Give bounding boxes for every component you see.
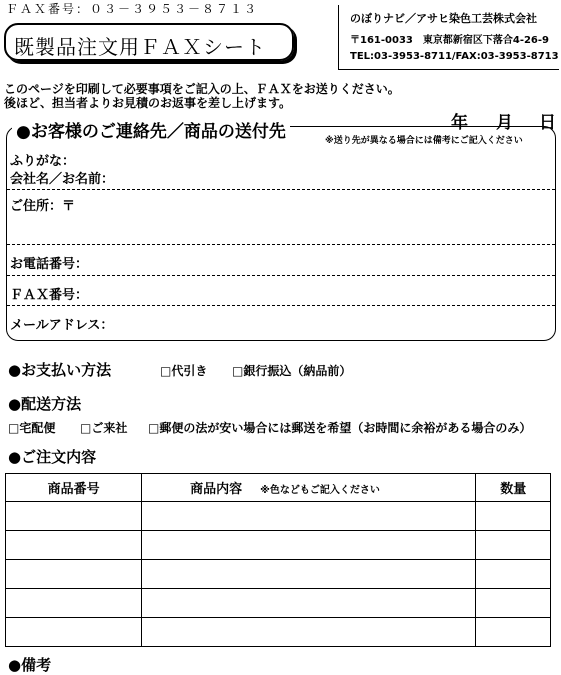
email-label: メールアドレス： <box>10 318 114 333</box>
cell-product-details[interactable] <box>142 502 476 531</box>
company-name: のぼりナビ／アサヒ染色工芸株式会社 <box>350 12 537 25</box>
phone-label: お電話番号： <box>10 257 89 272</box>
divider <box>7 244 555 245</box>
table-row <box>6 560 551 589</box>
date-year-label: 年 <box>451 113 468 133</box>
furigana-label: ふりがな： <box>10 154 76 169</box>
column-label: 数量 <box>500 482 527 497</box>
table-row <box>6 618 551 647</box>
payment-option-bank-transfer[interactable]: □銀行振込（納品前） <box>232 364 352 378</box>
table-row <box>6 502 551 531</box>
cell-product-details[interactable] <box>142 618 476 647</box>
page-title: 既製品注文用ＦＡＸシート <box>14 35 266 59</box>
column-note: ※色などもご記入ください <box>260 485 380 496</box>
order-table-header-row <box>6 474 551 502</box>
payment-heading: ●お支払い方法 <box>8 361 112 379</box>
divider <box>7 305 555 306</box>
cell-product-number[interactable] <box>6 502 142 531</box>
cell-product-details[interactable] <box>142 589 476 618</box>
column-header-product-details <box>142 474 476 502</box>
cell-product-number[interactable] <box>6 560 142 589</box>
intro-line-1: このページを印刷して必要事項をご記入の上、ＦＡＸをお送りください。 <box>4 82 400 96</box>
shipping-option-pickup[interactable]: □ご来社 <box>80 421 128 435</box>
shipping-heading: ●配送方法 <box>8 395 82 413</box>
column-header-quantity <box>476 474 551 502</box>
contact-section-note: ※送り先が異なる場合には備考にご記入ください <box>325 136 523 146</box>
order-heading: ●ご注文内容 <box>8 448 97 466</box>
cell-product-number[interactable] <box>6 618 142 647</box>
order-table <box>5 473 551 647</box>
cell-quantity[interactable] <box>476 531 551 560</box>
cell-quantity[interactable] <box>476 560 551 589</box>
company-phone-fax: TEL:03-3953-8711/FAX:03-3953-8713 <box>350 51 559 62</box>
company-address: 〒161-0033 東京都新宿区下落合4-26-9 <box>350 35 549 46</box>
cell-quantity[interactable] <box>476 589 551 618</box>
cell-product-details[interactable] <box>142 531 476 560</box>
cell-quantity[interactable] <box>476 502 551 531</box>
cell-product-number[interactable] <box>6 531 142 560</box>
company-name-label: 会社名／お名前： <box>10 172 115 187</box>
payment-option-cod[interactable]: □代引き <box>160 364 208 378</box>
table-row <box>6 531 551 560</box>
cell-product-details[interactable] <box>142 560 476 589</box>
remarks-heading: ●備考 <box>8 656 52 674</box>
column-label: 商品内容 <box>190 482 243 497</box>
fax-number-header: ＦＡＸ番号：０３－３９５３－８７１３ <box>6 2 259 16</box>
column-label: 商品番号 <box>47 482 100 497</box>
table-row <box>6 589 551 618</box>
fax-label: ＦＡＸ番号： <box>10 288 89 303</box>
contact-section-frame <box>6 126 556 341</box>
address-label: ご住所：〒 <box>10 199 76 214</box>
contact-section-heading: ●お客様のご連絡先／商品の送付先 <box>12 117 290 142</box>
date-day-label: 日 <box>539 113 556 133</box>
column-header-product-number <box>6 474 142 502</box>
divider <box>7 275 555 276</box>
intro-line-2: 後ほど、担当者よりお見積のお返事を差し上げます。 <box>4 96 292 110</box>
date-month-label: 月 <box>496 113 513 133</box>
cell-product-number[interactable] <box>6 589 142 618</box>
shipping-option-mail[interactable]: □郵便の法が安い場合には郵送を希望（お時間に余裕がある場合のみ） <box>148 421 532 435</box>
divider <box>7 189 555 190</box>
shipping-option-courier[interactable]: □宅配便 <box>8 421 56 435</box>
cell-quantity[interactable] <box>476 618 551 647</box>
